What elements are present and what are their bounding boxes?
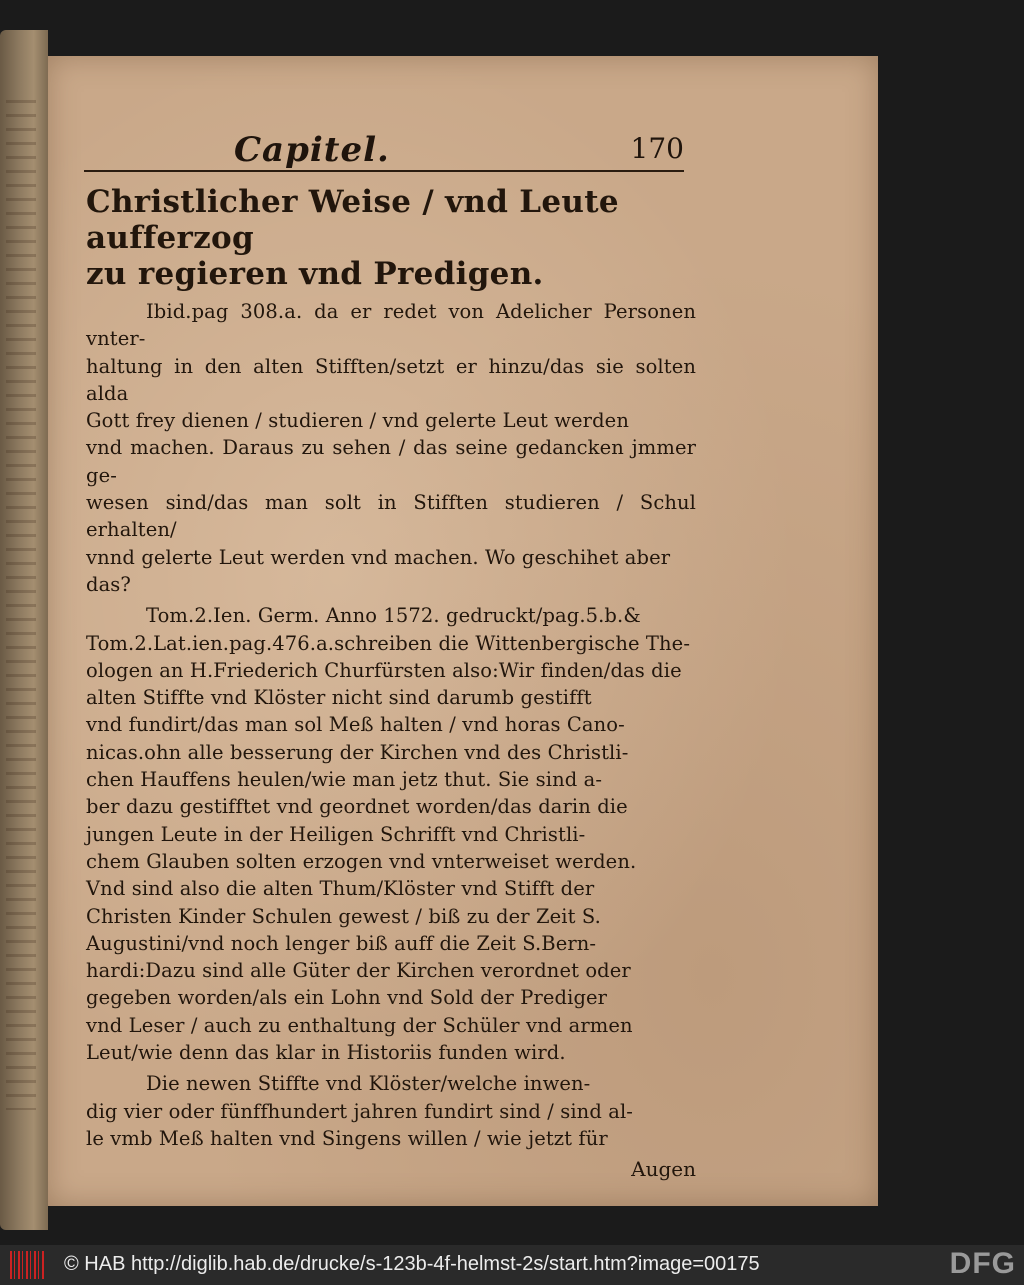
preceding-pages-edge xyxy=(0,30,48,1230)
running-header xyxy=(234,130,684,170)
barcode-icon xyxy=(10,1251,46,1279)
paragraph-3: Die newen Stiffte vnd Klöster/welche inwen- dig vier oder fünffhundert jahren fundirt sind / sind al- le vmb Meß halten vnd Singens willen / wie jetzt für xyxy=(86,1072,633,1150)
catchword: Augen xyxy=(631,1157,696,1182)
paragraph-1: Ibid.pag 308.a. da er redet von Adelicher Personen vnter- haltung in den alten Stifften/setzt er hinzu/das sie solten alda Gott frey dienen / studieren / vnd gelerte Leut werden vnd machen. Daraus zu sehen / das seine gedancken jmmer ge- wesen sind/das man solt in Stifften studieren / Schul erhalten/ vnnd gelerte Leut werden vnd machen. Wo geschihet aber das? xyxy=(86,300,696,596)
copyright-link[interactable]: © HAB http://diglib.hab.de/drucke/s-123b-4f-helmst-2s/start.htm?image=00175 xyxy=(64,1253,760,1275)
viewer-footer xyxy=(0,1245,1024,1285)
page-text xyxy=(86,180,696,1182)
page-edge-stripes xyxy=(6,100,36,1110)
page-number: 170 xyxy=(630,132,684,165)
dfg-logo: DFG xyxy=(949,1247,1016,1280)
header-rule xyxy=(84,170,684,172)
section-heading: Christlicher Weise / vnd Leute aufferzog zu regieren vnd Predigen. xyxy=(86,184,619,292)
paragraph-2: Tom.2.Ien. Germ. Anno 1572. gedruckt/pag.5.b.& Tom.2.Lat.ien.pag.476.a.schreiben die Wittenbergische The- ologen an H.Friederich Churfürsten also:Wir finden/das die alten Stiffte vnd Klöster nicht sind darumb gestifft vnd fundirt/das man sol Meß halten / vnd horas Cano- nicas.ohn alle besserung der Kirchen vnd des Christli- chen Hauffens heulen/wie man jetz thut. Sie sind a- ber dazu gestifftet vnd geordnet worden/das darin die jungen Leute in der Heiligen Schrifft vnd Christli- chem Glauben solten erzogen vnd vnterweiset werden. Vnd sind also die alten Thum/Klöster vnd Stifft der Christen Kinder Schulen gewest / biß zu der Zeit S. Augustini/vnd noch lenger biß auff die Zeit S.Bern- hardi:Dazu sind alle Güter der Kirchen verordnet oder gegeben worden/als ein Lohn vnd Sold der Prediger vnd Leser / auch zu enthaltung der Schüler vnd armen Leut/wie denn das klar in Historiis funden wird. xyxy=(86,604,691,1065)
running-head: Capitel. xyxy=(234,130,390,170)
